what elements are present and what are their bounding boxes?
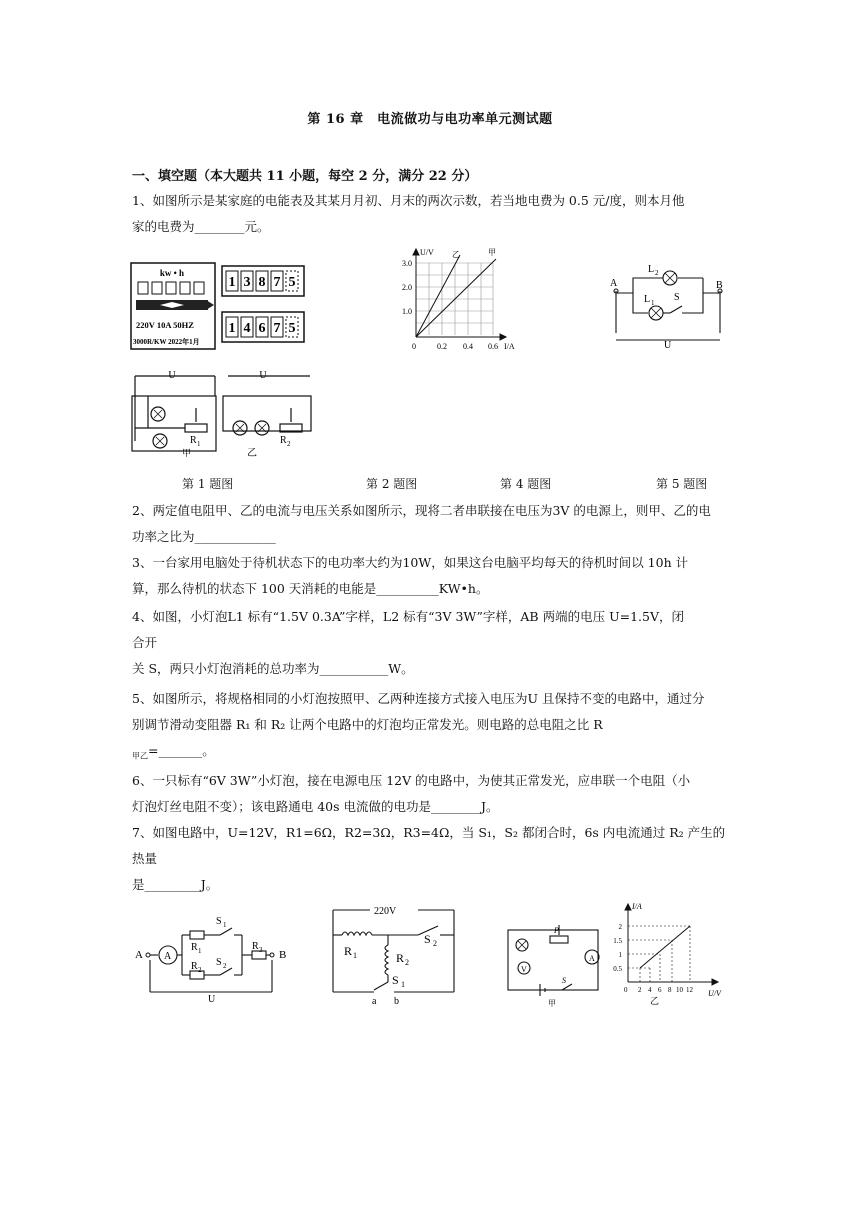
- fig4-b: B: [716, 280, 723, 291]
- meter-unit: kw • h: [159, 268, 185, 278]
- q2-line2: 功率之比为_____________: [132, 529, 276, 544]
- svg-text:2: 2: [618, 923, 622, 931]
- q1-line2: 家的电费为________元。: [132, 219, 270, 234]
- meter-figure: [130, 262, 310, 352]
- fig2-series-yi: 乙: [452, 250, 460, 259]
- fig5-u-jia: U: [168, 370, 176, 381]
- question-3: [132, 550, 732, 602]
- fig5-u-yi: U: [259, 370, 267, 381]
- svg-text:8: 8: [668, 986, 672, 994]
- question-1: [132, 188, 732, 240]
- svg-text:6: 6: [658, 986, 662, 994]
- svg-text:S: S: [562, 976, 566, 985]
- svg-text:2: 2: [223, 962, 227, 970]
- fig4-l1: L: [644, 294, 651, 305]
- fig2-graph: [378, 245, 528, 360]
- series-yi-line: [416, 255, 460, 337]
- svg-text:4: 4: [648, 986, 652, 994]
- q3-line1: 3、一台家用电脑处于待机状态下的电功率大约为10W，如果这台电脑平均每天的待机时间以 10h 计: [132, 555, 689, 570]
- meter-digit: 3: [243, 275, 251, 290]
- fig7-ammeter: A: [164, 951, 172, 962]
- series-jia-line: [416, 259, 496, 337]
- svg-text:甲: 甲: [548, 999, 556, 1008]
- meter-digit: 7: [273, 321, 281, 336]
- fig2-xlabel: I/A: [504, 342, 515, 351]
- q4-line2: 合开: [132, 635, 158, 650]
- lamp-iv-figure: [500, 900, 730, 1010]
- svg-text:R: R: [344, 944, 353, 958]
- fig4-l2: L: [648, 264, 655, 275]
- svg-text:A: A: [589, 954, 595, 963]
- caption-5: 第 5 题图: [656, 477, 708, 491]
- svg-text:S: S: [392, 973, 399, 987]
- page-title: 第 16 章 电流做功与电功率单元测试题: [307, 112, 553, 127]
- svg-text:b: b: [394, 996, 399, 1007]
- question-7: [132, 820, 732, 898]
- svg-text:R: R: [191, 942, 198, 953]
- fig5-r2-sub: 2: [287, 440, 291, 448]
- svg-text:S: S: [216, 916, 222, 927]
- section-heading: 一、填空题（本大题共 11 小题，每空 2 分，满分 22 分）: [132, 169, 478, 184]
- fig2-xtick-0: 0: [412, 342, 416, 351]
- svg-text:a: a: [372, 996, 377, 1007]
- svg-text:3: 3: [259, 946, 263, 954]
- fig4-u: U: [664, 340, 672, 351]
- fig7-a: A: [135, 949, 143, 961]
- heater-circuit: [328, 900, 463, 1010]
- svg-text:P: P: [554, 926, 559, 935]
- svg-text:乙: 乙: [650, 996, 660, 1006]
- meter-spec2: 3000R/KW 2022年1月: [133, 338, 200, 346]
- meter-digit: 5: [288, 275, 296, 290]
- fig2-ytick-1: 1.0: [402, 307, 412, 316]
- svg-text:1: 1: [198, 947, 202, 955]
- question-5: [132, 686, 732, 770]
- svg-text:0: 0: [624, 986, 628, 994]
- fig5-circuit: [130, 366, 315, 466]
- svg-text:U/V: U/V: [708, 989, 721, 998]
- svg-text:10: 10: [676, 986, 683, 994]
- svg-text:S: S: [424, 932, 431, 946]
- fig2-xtick-02: 0.2: [437, 342, 447, 351]
- q6-line2: 灯泡灯丝电阻不变）；该电路通电 40s 电流做的电功是________J。: [132, 799, 499, 814]
- svg-text:1: 1: [618, 951, 622, 959]
- fig7-b: B: [279, 949, 287, 961]
- svg-text:1: 1: [401, 980, 405, 989]
- svg-text:2: 2: [433, 939, 437, 948]
- svg-text:R: R: [252, 941, 259, 952]
- q2-line1: 2、两定值电阻甲、乙的电流与电压关系如图所示，现将二者串联接在电压为3V 的电源上，则甲、乙的电: [132, 503, 711, 518]
- fig2-ylabel: U/V: [420, 248, 434, 257]
- fig5-yi: 乙: [247, 448, 257, 459]
- q7-line2: 热量: [132, 851, 158, 866]
- meter-digit: 6: [258, 321, 266, 336]
- q5-line2: 别调节滑动变阻器 R₁ 和 R₂ 让两个电路中的灯泡均正常发光。则电路的总电阻之比 R: [132, 717, 603, 732]
- meter-digit: 7: [273, 275, 281, 290]
- q6-line1: 6、一只标有“6V 3W”小灯泡，接在电源电压 12V 的电路中，为使其正常发光，应串联一个电阻（小: [132, 773, 691, 788]
- question-2: [132, 498, 732, 550]
- meter-digit: 5: [288, 321, 296, 336]
- fig2-xtick-04: 0.4: [463, 342, 473, 351]
- fig2-series-jia: 甲: [488, 248, 496, 257]
- fig7-u: U: [208, 994, 216, 1005]
- caption-4: 第 4 题图: [500, 477, 552, 491]
- svg-text:R: R: [396, 951, 405, 965]
- q5-line3: $_{甲乙}$=_______。: [132, 743, 215, 761]
- caption-1: 第 1 题图: [182, 477, 234, 491]
- meter-digit-windows: [138, 282, 204, 294]
- fig2-ytick-2: 2.0: [402, 283, 412, 292]
- fig2-xtick-06: 0.6: [488, 342, 498, 351]
- svg-text:2: 2: [405, 958, 409, 967]
- q3-line2: 算，那么待机的状态下 100 天消耗的电能是__________KW•h。: [132, 581, 489, 596]
- meter-digit: 1: [228, 275, 236, 290]
- heater-voltage: 220V: [374, 906, 397, 917]
- fig4-circuit: [608, 258, 728, 353]
- meter-digit: 1: [228, 321, 236, 336]
- svg-text:2: 2: [655, 269, 659, 277]
- fig5-r2-label: R: [280, 435, 287, 446]
- svg-text:1: 1: [223, 921, 227, 929]
- fig4-s: S: [674, 292, 680, 303]
- svg-text:0.5: 0.5: [613, 965, 622, 973]
- svg-text:I/A: I/A: [632, 902, 642, 911]
- caption-2: 第 2 题图: [366, 477, 418, 491]
- svg-text:S: S: [216, 957, 222, 968]
- question-4: [132, 604, 732, 682]
- svg-text:1: 1: [353, 951, 357, 960]
- svg-text:2: 2: [198, 966, 202, 974]
- fig2-ytick-3: 3.0: [402, 259, 412, 268]
- svg-text:V: V: [521, 965, 527, 974]
- meter-spec1: 220V 10A 50HZ: [136, 320, 194, 330]
- fig5-r1-sub: 1: [197, 440, 201, 448]
- q4-line3: 关 S，两只小灯泡消耗的总功率为___________W。: [132, 661, 414, 676]
- svg-text:2: 2: [638, 986, 642, 994]
- svg-text:12: 12: [686, 986, 693, 994]
- fig5-r1-label: R: [190, 435, 197, 446]
- q5-line1: 5、如图所示，将规格相同的小灯泡按照甲、乙两种连接方式接入电压为U 且保持不变的电路中，通过分: [132, 691, 705, 706]
- q4-line1: 4、如图，小灯泡L1 标有“1.5V 0.3A”字样，L2 标有“3V 3W”字样，AB 两端的电压 U=1.5V，闭: [132, 609, 684, 624]
- meter-digit: 8: [258, 275, 266, 290]
- q7-line1: 7、如图电路中，U=12V，R1=6Ω，R2=3Ω，R3=4Ω，当 S₁，S₂ 都闭合时，6s 内电流通过 R₂ 产生的: [132, 825, 726, 840]
- svg-text:1.5: 1.5: [613, 937, 622, 945]
- fig7-circuit: [130, 910, 295, 1005]
- question-6: [132, 768, 732, 820]
- meter-digit: 4: [243, 321, 251, 336]
- svg-text:1: 1: [651, 299, 655, 307]
- q7-line3: 是_________J。: [132, 877, 219, 892]
- fig4-a: A: [610, 278, 618, 289]
- svg-text:R: R: [191, 961, 198, 972]
- q1-line1: 1、如图所示是某家庭的电能表及其某月月初、月末的两次示数，若当地电费为 0.5 元/度，则本月他: [132, 193, 685, 208]
- fig5-jia: 甲: [182, 448, 192, 458]
